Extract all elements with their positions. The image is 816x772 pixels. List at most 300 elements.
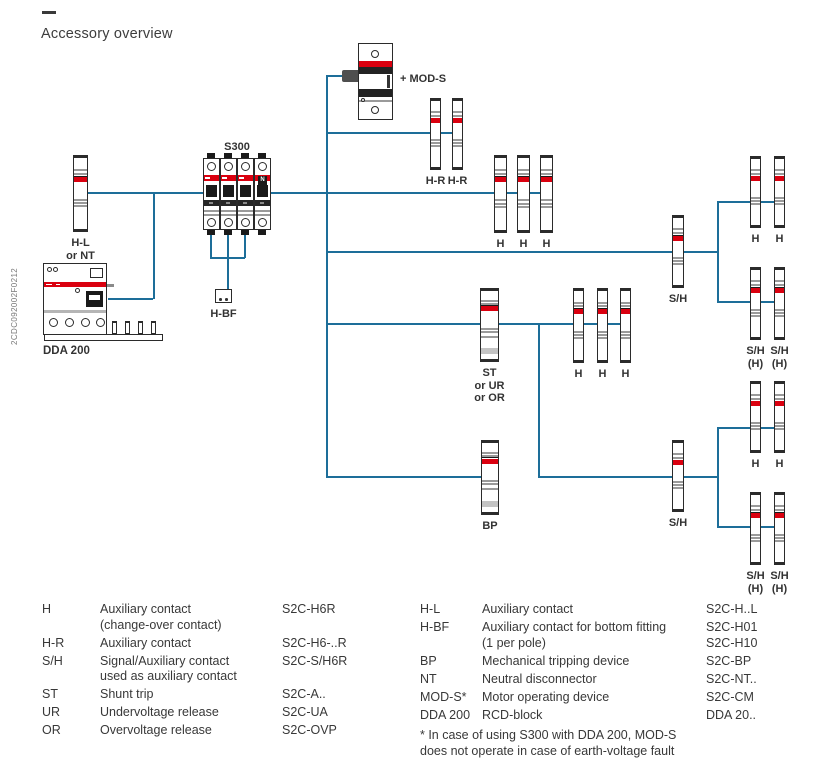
stripe-mark [46, 284, 52, 286]
device-label: S/H [668, 293, 688, 305]
stripe-mark [56, 284, 60, 286]
legend-key: MOD-S* [420, 689, 467, 704]
stripe [481, 331, 498, 333]
stripe [518, 169, 529, 171]
stripe [541, 203, 552, 205]
breaker-pole [220, 158, 237, 230]
stripe [775, 200, 784, 202]
stripe [751, 315, 760, 317]
dda-knob [86, 291, 103, 307]
device-label: S/H (H) [746, 345, 765, 370]
device-h-mid-3 [620, 288, 631, 363]
device-s-h-right-bottom-1 [750, 492, 761, 565]
stripe [453, 142, 462, 144]
pole-window [207, 218, 216, 227]
stripe [74, 177, 87, 182]
pole-window [258, 162, 267, 171]
wire-segment [227, 234, 229, 258]
stripe [673, 257, 683, 259]
stripe [574, 302, 583, 304]
device-label: H-R [447, 175, 468, 187]
legend-row-nt [420, 672, 810, 688]
terminal [258, 230, 266, 235]
stripe [238, 214, 253, 216]
stripe [518, 173, 529, 175]
pole-band [221, 200, 236, 206]
device-s-h-lower [672, 440, 684, 512]
stripe [673, 484, 683, 486]
stripe [431, 111, 440, 113]
stripe [74, 202, 87, 204]
legend-key: H-R [42, 635, 65, 650]
legend-description: Signal/Auxiliary contact used as auxiliary contact [100, 653, 237, 683]
stripe [481, 336, 498, 338]
legend-left [42, 602, 392, 741]
stripe [621, 334, 630, 336]
dda-terminal [81, 318, 90, 327]
stripe [751, 513, 760, 518]
device-label: DDA 200 [43, 345, 90, 357]
busbar-pin [138, 321, 143, 334]
legend-row-h-l [420, 602, 810, 618]
pole-window [207, 162, 216, 171]
pole-band [238, 200, 253, 206]
stripe [431, 145, 440, 147]
stripe [482, 488, 498, 490]
wire-segment [538, 323, 540, 477]
stripe [598, 305, 607, 307]
stripe [775, 176, 784, 181]
toggle [240, 185, 251, 197]
legend-description: Shunt trip [100, 687, 154, 701]
stripe [574, 334, 583, 336]
legend-row-h-r [42, 636, 392, 652]
band-mark [209, 202, 213, 204]
screw [361, 98, 365, 102]
legend-type: S2C-H6-..R [282, 635, 347, 650]
legend-description: Auxiliary contact [482, 602, 574, 616]
stripe-mark [205, 177, 210, 179]
window-edge [387, 75, 390, 88]
dark-band [359, 89, 392, 97]
device-s-h-upper [672, 215, 684, 288]
wire-segment [244, 234, 246, 258]
dda-terminal [65, 318, 74, 327]
stripe [598, 334, 607, 336]
device-label: S/H (H) [746, 570, 765, 595]
stripe [673, 263, 683, 265]
device-label: H-R [425, 175, 446, 187]
wire-segment [80, 192, 553, 194]
device-h-r-2 [452, 98, 463, 170]
stripe [495, 169, 506, 171]
stripe [482, 459, 498, 464]
device-label: BP [482, 520, 498, 532]
stripe [598, 337, 607, 339]
device-label: H [775, 458, 784, 470]
device-h-right-bottom-1 [750, 381, 761, 453]
device-h-right-top-1 [750, 156, 761, 228]
dda-hole [47, 267, 52, 272]
dda-window [90, 268, 103, 278]
contact-dot [225, 298, 228, 301]
stripe [673, 481, 683, 483]
device-label: H [542, 238, 551, 250]
stripe [751, 422, 760, 424]
device-label: H [775, 233, 784, 245]
band-mark [260, 202, 264, 204]
device-s-h-right-top-2 [774, 267, 785, 340]
stripe [775, 173, 784, 175]
stripe [673, 453, 683, 455]
wire-segment [538, 476, 718, 478]
stripe-mark [222, 177, 227, 179]
wire-segment [717, 427, 719, 527]
stripe [518, 199, 529, 201]
stripe [453, 118, 462, 123]
stripe [255, 214, 270, 216]
device-h-top-3 [540, 155, 553, 233]
legend-description: Overvoltage release [100, 723, 212, 737]
contact-dot [219, 298, 222, 301]
legend-key: NT [420, 671, 437, 686]
device-label: H [598, 368, 607, 380]
legend-type: S2C-H6R [282, 602, 336, 616]
legend-description: Auxiliary contact for bottom fitting (1 per pole) [482, 620, 667, 650]
stripe [255, 210, 270, 212]
stripe [204, 210, 219, 212]
stripe [431, 139, 440, 141]
legend-type: S2C-UA [282, 705, 328, 719]
stripe [775, 312, 784, 314]
legend-description: Neutral disconnector [482, 671, 597, 686]
stripe [431, 115, 440, 117]
legend-type: S2C-S/H6R [282, 653, 348, 668]
stripe [775, 284, 784, 286]
stripe [74, 205, 87, 207]
breaker-pole [254, 158, 271, 230]
stripe [574, 309, 583, 314]
legend-key: H-L [420, 602, 441, 616]
stripe [751, 428, 760, 430]
grey-band [44, 310, 106, 313]
stripe [495, 203, 506, 205]
stripe [751, 200, 760, 202]
pole-band [204, 200, 219, 206]
device-label: H-BF [210, 308, 237, 320]
stripe [751, 537, 760, 539]
device-s-h-right-top-1 [750, 267, 761, 340]
stripe [775, 534, 784, 536]
stripe [621, 302, 630, 304]
toggle [223, 185, 234, 197]
stripe [751, 284, 760, 286]
stripe [775, 203, 784, 205]
page-title: Accessory overview [41, 26, 173, 42]
legend-type: S2C-OVP [282, 723, 337, 737]
stripe [775, 315, 784, 317]
stripe [621, 331, 630, 333]
stripe [751, 425, 760, 427]
stripe [482, 452, 498, 454]
mod-s-connector [342, 70, 359, 82]
stripe [482, 480, 498, 482]
mod-s-hole [371, 106, 379, 114]
stripe [482, 483, 498, 485]
stripe [775, 280, 784, 282]
stripe [751, 312, 760, 314]
legend-row-mod-s- [420, 690, 810, 706]
stripe [751, 309, 760, 311]
device-label: S/H (H) [770, 570, 789, 595]
stripe [621, 337, 630, 339]
band-mark [226, 202, 230, 204]
stripe [751, 197, 760, 199]
stripe [673, 232, 683, 234]
neutral-mark: N [258, 176, 267, 185]
pole-window [241, 218, 250, 227]
footnote: * In case of using S300 with DDA 200, MOD-S does not operate in case of earth-voltage fault [420, 728, 677, 758]
device-h-top-1 [494, 155, 507, 233]
legend-key: H [42, 602, 52, 616]
dda-terminal [49, 318, 58, 327]
stripe [495, 173, 506, 175]
device-label: H [751, 233, 760, 245]
stripe [775, 422, 784, 424]
device-label: S/H (H) [770, 345, 789, 370]
stripe [574, 331, 583, 333]
stripe [481, 348, 498, 354]
stripe [775, 401, 784, 406]
breaker-pole [203, 158, 220, 230]
stripe [751, 203, 760, 205]
stripe [775, 288, 784, 293]
device-s-h-right-bottom-2 [774, 492, 785, 565]
stripe [574, 305, 583, 307]
stripe [751, 288, 760, 293]
stripe [775, 398, 784, 400]
legend-row-ur [42, 705, 392, 721]
stripe [238, 210, 253, 212]
band-mark [243, 202, 247, 204]
device-label: H [574, 368, 583, 380]
legend-key: ST [42, 687, 58, 701]
stripe [775, 428, 784, 430]
stripe [775, 505, 784, 507]
legend-type: DDA 20.. [706, 707, 757, 722]
stripe [518, 206, 529, 208]
stripe [751, 540, 760, 542]
stripe-mark [239, 177, 244, 179]
device-dda-200 [43, 263, 165, 358]
stripe [598, 309, 607, 314]
legend-description: RCD-block [482, 707, 543, 722]
stripe [541, 173, 552, 175]
legend-type: S2C-H01 S2C-H10 [706, 620, 758, 650]
stripe [204, 214, 219, 216]
stripe [673, 487, 683, 489]
red-stripe [44, 282, 106, 287]
terminal [224, 230, 232, 235]
stripe [453, 139, 462, 141]
device-h-mid-1 [573, 288, 584, 363]
legend-row-h [42, 602, 392, 633]
device-h-bf [215, 289, 232, 303]
stripe [453, 145, 462, 147]
device-label: ST or UR or OR [474, 367, 505, 404]
busbar-pin [112, 321, 117, 334]
device-h-mid-2 [597, 288, 608, 363]
device-label: H-L or NT [66, 237, 95, 262]
stripe [775, 540, 784, 542]
legend-description: Motor operating device [482, 689, 610, 704]
legend-row-st [42, 687, 392, 703]
stripe [751, 169, 760, 171]
wire-segment [326, 476, 492, 478]
stripe [751, 401, 760, 406]
stripe [751, 509, 760, 511]
legend-row-or [42, 723, 392, 739]
stripe [541, 169, 552, 171]
stripe [751, 280, 760, 282]
stripe [541, 206, 552, 208]
wire-segment [326, 251, 718, 253]
pole-window [241, 162, 250, 171]
device-mod-s [358, 43, 393, 120]
legend-key: H-BF [420, 620, 450, 634]
stripe [775, 309, 784, 311]
legend-type: S2C-CM [706, 689, 754, 704]
device-bp [481, 440, 499, 515]
stripe [495, 199, 506, 201]
stripe [221, 210, 236, 212]
stripe [482, 501, 498, 507]
device-h-l [73, 155, 88, 232]
busbar-plate [44, 334, 163, 341]
legend-row-bp [420, 654, 810, 670]
busbar-pin [125, 321, 130, 334]
device-h-r-1 [430, 98, 441, 170]
stripe [518, 177, 529, 182]
stripe [673, 260, 683, 262]
legend-description: Auxiliary contact [100, 635, 192, 650]
device-label: S300 [224, 141, 250, 153]
stripe [541, 199, 552, 201]
dda-body [43, 263, 107, 335]
mod-s-hole [371, 50, 379, 58]
device-label: + MOD-S [400, 73, 447, 85]
stripe [751, 394, 760, 396]
stripe [751, 173, 760, 175]
wire-segment [717, 201, 719, 303]
stripe [775, 537, 784, 539]
stripe [221, 214, 236, 216]
stripe [751, 398, 760, 400]
stripe [775, 394, 784, 396]
stripe [673, 457, 683, 459]
wire-segment [210, 234, 212, 258]
wire-segment [227, 257, 229, 290]
stripe [74, 169, 87, 171]
stripe [621, 309, 630, 314]
dark-band [359, 67, 392, 74]
legend-description: Auxiliary contact (change-over contact) [100, 602, 222, 632]
legend-key: OR [42, 723, 61, 737]
legend-row-dda-200 [420, 708, 810, 724]
stripe [598, 331, 607, 333]
legend-type: S2C-BP [706, 653, 752, 668]
stripe [574, 337, 583, 339]
stripe [775, 513, 784, 518]
toggle [206, 185, 217, 197]
pole-window [224, 218, 233, 227]
pole-band [255, 200, 270, 206]
stripe [495, 177, 506, 182]
breaker-pole [237, 158, 254, 230]
pole-window [224, 162, 233, 171]
device-label: S/H [668, 517, 688, 529]
device-st-ur-or [480, 288, 499, 362]
stripe [453, 111, 462, 113]
stripe [673, 228, 683, 230]
device-label: H [621, 368, 630, 380]
stripe [673, 236, 683, 241]
dda-pin-right [107, 284, 114, 287]
legend-right [420, 602, 810, 759]
stripe [431, 118, 440, 123]
legend-row-s-h [42, 654, 392, 685]
dda-hole [53, 267, 58, 272]
stripe [751, 176, 760, 181]
stripe [518, 203, 529, 205]
legend-description: Undervoltage release [100, 705, 219, 719]
stripe [541, 177, 552, 182]
stripe [598, 302, 607, 304]
device-label: H [496, 238, 505, 250]
legend-key: S/H [42, 653, 63, 668]
stripe [431, 142, 440, 144]
busbar-pin [151, 321, 156, 334]
stripe [775, 169, 784, 171]
legend-description: Mechanical tripping device [482, 653, 630, 668]
legend-row-h-bf [420, 620, 810, 651]
stripe [751, 534, 760, 536]
stripe [74, 199, 87, 201]
stripe [481, 306, 498, 311]
knob-slot [89, 295, 100, 300]
device-label: H [519, 238, 528, 250]
stripe [453, 115, 462, 117]
legend-type: S2C-NT.. [706, 671, 757, 686]
legend-key: BP [420, 653, 437, 668]
legend-type: S2C-A.. [282, 687, 326, 701]
document-code: 2CDC092002F0212 [10, 267, 19, 345]
stripe [751, 505, 760, 507]
stripe [74, 173, 87, 175]
stripe [481, 300, 498, 302]
device-h-right-top-2 [774, 156, 785, 228]
stripe [775, 425, 784, 427]
wire-segment [326, 75, 328, 477]
stripe [775, 197, 784, 199]
legend-key: DDA 200 [420, 707, 471, 722]
legend-key: UR [42, 705, 61, 719]
stripe [482, 457, 498, 458]
toggle [257, 185, 268, 197]
stripe [673, 460, 683, 465]
pole-window [258, 218, 267, 227]
terminal [241, 230, 249, 235]
